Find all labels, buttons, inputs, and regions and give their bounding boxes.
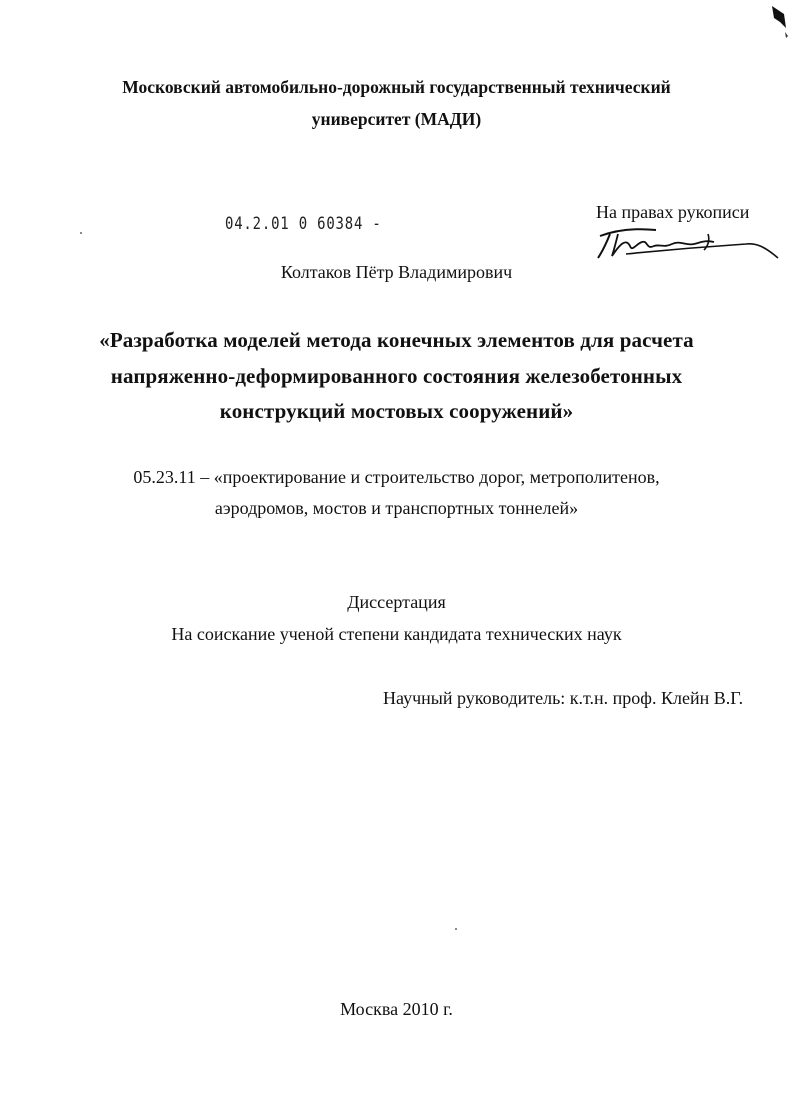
- institution-line-1: Московский автомобильно-дорожный государственный технический: [122, 77, 671, 97]
- specialty-line-1: 05.23.11 – «проектирование и строительство дорог, метрополитенов,: [133, 467, 660, 487]
- scientific-advisor: Научный руководитель: к.т.н. проф. Клейн В.Г.: [383, 688, 744, 708]
- corner-mark-icon: [766, 2, 792, 42]
- title-line-3: конструкций мостовых сооружений»: [219, 399, 574, 423]
- institution-line-2: университет (МАДИ): [311, 109, 482, 129]
- place-and-year: Москва 2010 г.: [340, 999, 453, 1019]
- registration-stamp: 04.2.01 0 60384 -: [225, 214, 382, 234]
- degree-statement: На соискание ученой степени кандидата технических наук: [171, 624, 622, 644]
- title-line-2: напряженно-деформированного состояния железобетонных: [110, 364, 683, 388]
- work-type: Диссертация: [347, 592, 446, 612]
- manuscript-note: На правах рукописи: [596, 202, 750, 222]
- scan-speck: [80, 232, 82, 234]
- title-line-1: «Разработка моделей метода конечных элементов для расчета: [99, 328, 694, 352]
- scan-speck: [455, 928, 457, 930]
- signature-icon: [596, 224, 781, 266]
- specialty-line-2: аэродромов, мостов и транспортных тоннелей»: [214, 498, 579, 518]
- author-name: Колтаков Пётр Владимирович: [280, 262, 513, 282]
